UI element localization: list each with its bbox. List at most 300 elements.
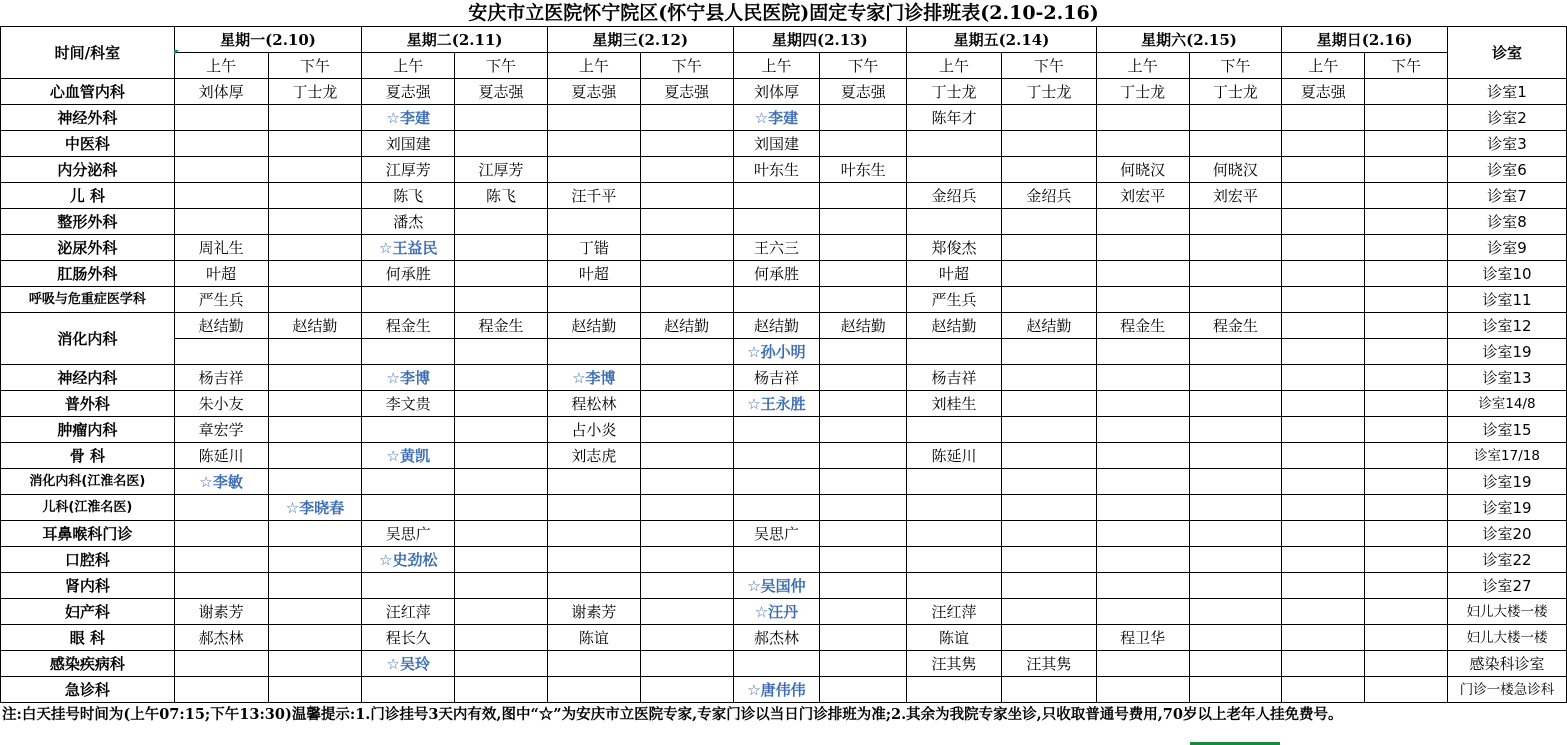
doctor-cell [268,105,362,131]
doctor-cell: 丁士龙 [268,79,362,105]
doctor-cell [1365,625,1448,651]
table-row [1,443,1567,469]
table-row [1,651,1567,677]
doctor-cell: 谢素芳 [547,599,640,625]
room-cell: 诊室19 [1447,469,1566,495]
doctor-cell [362,495,455,521]
doctor-cell: 陈延川 [907,443,1002,469]
doctor-cell [907,469,1002,495]
doctor-cell [1189,521,1282,547]
doctor-cell: 赵结勤 [733,313,820,339]
day-header-sun: 星期日(2.16) [1282,27,1448,53]
doctor-cell: 赵结勤 [640,313,733,339]
doctor-cell [455,651,548,677]
doctor-cell [820,391,907,417]
doctor-cell [1189,599,1282,625]
dept-cell: 中医科 [1,131,175,157]
doctor-cell: 丁士龙 [1001,79,1096,105]
doctor-cell: 叶超 [547,261,640,287]
doctor-cell [820,495,907,521]
doctor-cell [733,651,820,677]
dept-cell: 耳鼻喉科门诊 [1,521,175,547]
doctor-cell [1096,365,1189,391]
doctor-cell [1282,261,1365,287]
doctor-cell [174,339,268,365]
am-header: 上午 [1282,53,1365,79]
doctor-cell: 刘宏平 [1189,183,1282,209]
doctor-cell [1001,209,1096,235]
doctor-cell [1189,105,1282,131]
dept-cell: 肛肠外科 [1,261,175,287]
am-header: 上午 [362,53,455,79]
table-row [1,521,1567,547]
doctor-cell [1189,365,1282,391]
doctor-cell [733,469,820,495]
doctor-cell [174,521,268,547]
doctor-cell [1365,183,1448,209]
doctor-cell [640,235,733,261]
doctor-cell [268,625,362,651]
doctor-cell: 王六三 [733,235,820,261]
dept-cell: 感染疾病科 [1,651,175,677]
day-header-wed: 星期三(2.12) [547,27,733,53]
doctor-cell [640,443,733,469]
doctor-cell [640,521,733,547]
room-cell: 感染科诊室 [1447,651,1566,677]
doctor-cell [1365,209,1448,235]
pm-header: 下午 [455,53,548,79]
doctor-cell [1096,677,1189,703]
doctor-cell [907,547,1002,573]
doctor-cell: ☆李晓春 [268,495,362,521]
table-row [1,339,1567,365]
doctor-cell [1001,417,1096,443]
doctor-cell [1001,261,1096,287]
doctor-cell [455,209,548,235]
doctor-cell: 郑俊杰 [907,235,1002,261]
doctor-cell: 程长久 [362,625,455,651]
doctor-cell [640,131,733,157]
doctor-cell: ☆孙小明 [733,339,820,365]
doctor-cell: 刘国建 [362,131,455,157]
dept-cell: 心血管内科 [1,79,175,105]
doctor-cell [174,495,268,521]
doctor-cell [547,209,640,235]
table-row [1,469,1567,495]
doctor-cell [455,131,548,157]
doctor-cell: 夏志强 [1282,79,1365,105]
doctor-cell [268,183,362,209]
dept-cell: 妇产科 [1,599,175,625]
dept-cell: 整形外科 [1,209,175,235]
room-cell: 诊室11 [1447,287,1566,313]
doctor-cell [455,365,548,391]
doctor-cell: 陈谊 [907,625,1002,651]
doctor-cell: 陈飞 [362,183,455,209]
table-row [1,209,1567,235]
doctor-cell [547,105,640,131]
doctor-cell [640,287,733,313]
doctor-cell: 程金生 [455,313,548,339]
room-cell: 诊室1 [1447,79,1566,105]
table-row [1,235,1567,261]
doctor-cell [547,157,640,183]
doctor-cell [268,235,362,261]
doctor-cell: 叶超 [907,261,1002,287]
doctor-cell [1282,131,1365,157]
doctor-cell [907,677,1002,703]
doctor-cell: 赵结勤 [174,313,268,339]
doctor-cell [1282,157,1365,183]
doctor-cell [1189,495,1282,521]
doctor-cell [1001,677,1096,703]
dept-cell: 肿瘤内科 [1,417,175,443]
doctor-cell: ☆李博 [362,365,455,391]
doctor-cell: ☆王永胜 [733,391,820,417]
doctor-cell [1282,105,1365,131]
doctor-cell [1096,469,1189,495]
table-row [1,495,1567,521]
table-row [1,157,1567,183]
dept-cell: 呼吸与危重症医学科 [1,287,175,313]
doctor-cell [1282,443,1365,469]
doctor-cell [907,339,1002,365]
doctor-cell [1189,391,1282,417]
doctor-cell [1001,339,1096,365]
doctor-cell: 赵结勤 [820,313,907,339]
room-cell: 诊室13 [1447,365,1566,391]
doctor-cell: ☆李敏 [174,469,268,495]
doctor-cell: 杨吉祥 [174,365,268,391]
table-row [1,105,1567,131]
doctor-cell: 朱小友 [174,391,268,417]
doctor-cell [1282,573,1365,599]
room-cell: 诊室19 [1447,339,1566,365]
doctor-cell [1365,391,1448,417]
doctor-cell [268,547,362,573]
table-row [1,183,1567,209]
doctor-cell [547,469,640,495]
room-cell: 诊室15 [1447,417,1566,443]
doctor-cell [455,521,548,547]
doctor-cell: 赵结勤 [547,313,640,339]
doctor-cell [362,417,455,443]
doctor-cell: 夏志强 [455,79,548,105]
doctor-cell: 郝杰林 [733,625,820,651]
doctor-cell [455,469,548,495]
doctor-cell [820,573,907,599]
doctor-cell [1001,599,1096,625]
doctor-cell [820,625,907,651]
doctor-cell [733,287,820,313]
doctor-cell [820,521,907,547]
doctor-cell [640,469,733,495]
doctor-cell [820,599,907,625]
table-row [1,547,1567,573]
doctor-cell [174,131,268,157]
doctor-cell [1282,313,1365,339]
doctor-cell [268,651,362,677]
doctor-cell [1365,261,1448,287]
doctor-cell: 赵结勤 [1001,313,1096,339]
pm-header: 下午 [1001,53,1096,79]
table-row [1,391,1567,417]
doctor-cell [1001,391,1096,417]
doctor-cell [268,287,362,313]
doctor-cell [174,209,268,235]
doctor-cell [640,339,733,365]
doctor-cell [1096,573,1189,599]
doctor-cell [1282,677,1365,703]
doctor-cell [1282,651,1365,677]
page-title: 安庆市立医院怀宁院区(怀宁县人民医院)固定专家门诊排班表(2.10-2.16) [468,2,1099,24]
doctor-cell: 章宏学 [174,417,268,443]
dept-cell: 神经外科 [1,105,175,131]
doctor-cell: 夏志强 [362,79,455,105]
doctor-cell [1096,443,1189,469]
doctor-cell [455,547,548,573]
room-cell: 诊室2 [1447,105,1566,131]
doctor-cell [268,677,362,703]
doctor-cell [1096,417,1189,443]
doctor-cell [1001,469,1096,495]
doctor-cell [455,677,548,703]
table-row [1,79,1567,105]
doctor-cell [362,339,455,365]
doctor-cell [1282,625,1365,651]
doctor-cell [1365,105,1448,131]
doctor-cell [268,365,362,391]
doctor-cell [174,677,268,703]
doctor-cell [820,469,907,495]
pm-header: 下午 [1365,53,1448,79]
room-cell: 诊室10 [1447,261,1566,287]
doctor-cell [1189,417,1282,443]
doctor-cell [268,599,362,625]
doctor-cell: ☆史劲松 [362,547,455,573]
doctor-cell: 陈延川 [174,443,268,469]
doctor-cell: ☆李博 [547,365,640,391]
doctor-cell [1282,235,1365,261]
dept-cell: 急诊科 [1,677,175,703]
doctor-cell [1365,573,1448,599]
doctor-cell [1282,547,1365,573]
doctor-cell: 何晓汉 [1189,157,1282,183]
table-row [1,365,1567,391]
doctor-cell: 夏志强 [820,79,907,105]
doctor-cell [640,105,733,131]
doctor-cell: 汪红萍 [907,599,1002,625]
dept-cell: 神经内科 [1,365,175,391]
doctor-cell [547,339,640,365]
doctor-cell [820,261,907,287]
doctor-cell [733,495,820,521]
doctor-cell [1001,625,1096,651]
doctor-cell: 丁士龙 [1096,79,1189,105]
doctor-cell [455,235,548,261]
doctor-cell [1365,131,1448,157]
doctor-cell [1365,287,1448,313]
doctor-cell [820,287,907,313]
doctor-cell [640,261,733,287]
doctor-cell [1365,651,1448,677]
doctor-cell: 丁士龙 [1189,79,1282,105]
doctor-cell [640,157,733,183]
footer-note: 注:白天挂号时间为(上午07:15;下午13:30)温馨提示:1.门诊挂号3天内有效,图中“☆”为安庆市立医院专家,专家门诊以当日门诊排班为准;2.其余为我院专家坐诊,只收取普通号费用,70岁以上老年人挂免费号。 [2,706,1343,723]
doctor-cell: 程金生 [1096,313,1189,339]
doctor-cell: 夏志强 [640,79,733,105]
doctor-cell [733,183,820,209]
doctor-cell [1096,209,1189,235]
doctor-cell: 程松林 [547,391,640,417]
day-header-fri: 星期五(2.14) [907,27,1097,53]
doctor-cell [547,651,640,677]
doctor-cell [455,599,548,625]
schedule-table [0,26,1567,703]
doctor-cell: 何承胜 [733,261,820,287]
doctor-cell: ☆吴玲 [362,651,455,677]
doctor-cell [1096,105,1189,131]
doctor-cell: 汪其隽 [1001,651,1096,677]
doctor-cell [547,521,640,547]
doctor-cell [455,105,548,131]
doctor-cell: 占小炎 [547,417,640,443]
pm-header: 下午 [640,53,733,79]
doctor-cell [1189,677,1282,703]
doctor-cell [640,209,733,235]
doctor-cell [1189,235,1282,261]
doctor-cell [1365,157,1448,183]
doctor-cell [455,573,548,599]
room-cell: 诊室9 [1447,235,1566,261]
doctor-cell [820,547,907,573]
doctor-cell [1365,521,1448,547]
doctor-cell: 丁士龙 [907,79,1002,105]
doctor-cell [1001,495,1096,521]
doctor-cell [1282,417,1365,443]
doctor-cell [362,287,455,313]
doctor-cell [1189,547,1282,573]
room-header: 诊室 [1447,27,1566,79]
doctor-cell [1189,261,1282,287]
doctor-cell [174,105,268,131]
room-cell: 诊室6 [1447,157,1566,183]
room-cell: 诊室3 [1447,131,1566,157]
doctor-cell [1365,79,1448,105]
room-cell: 诊室22 [1447,547,1566,573]
corner-header: 时间/科室 [1,27,175,79]
doctor-cell [362,469,455,495]
doctor-cell [1189,651,1282,677]
doctor-cell [1001,287,1096,313]
table-row [1,287,1567,313]
doctor-cell [907,573,1002,599]
doctor-cell [1189,209,1282,235]
doctor-cell: 李文贵 [362,391,455,417]
dept-cell: 消化内科(江淮名医) [1,469,175,495]
doctor-cell [640,391,733,417]
doctor-cell [174,573,268,599]
doctor-cell [907,521,1002,547]
pm-header: 下午 [820,53,907,79]
doctor-cell: 吴思广 [362,521,455,547]
table-row [1,417,1567,443]
doctor-cell [1096,599,1189,625]
doctor-cell [455,339,548,365]
doctor-cell [820,209,907,235]
doctor-cell [1282,209,1365,235]
doctor-cell: 江厚芳 [362,157,455,183]
day-header-tue: 星期二(2.11) [362,27,548,53]
doctor-cell: 严生兵 [174,287,268,313]
doctor-cell [268,157,362,183]
doctor-cell [1365,443,1448,469]
doctor-cell [1096,495,1189,521]
doctor-cell [1365,469,1448,495]
doctor-cell: 刘宏平 [1096,183,1189,209]
doctor-cell [640,183,733,209]
doctor-cell: 周礼生 [174,235,268,261]
doctor-cell [733,417,820,443]
doctor-cell [820,339,907,365]
am-header: 上午 [1096,53,1189,79]
dept-cell: 儿科(江淮名医) [1,495,175,521]
dept-cell: 骨 科 [1,443,175,469]
doctor-cell [268,209,362,235]
am-header: 上午 [907,53,1002,79]
doctor-cell: ☆汪丹 [733,599,820,625]
doctor-cell [1189,469,1282,495]
doctor-cell: 刘体厚 [174,79,268,105]
doctor-cell [820,443,907,469]
doctor-cell [547,287,640,313]
doctor-cell [268,521,362,547]
room-cell: 诊室8 [1447,209,1566,235]
doctor-cell [1282,521,1365,547]
doctor-cell [820,417,907,443]
doctor-cell [1001,235,1096,261]
doctor-cell [1096,131,1189,157]
doctor-cell: 程卫华 [1096,625,1189,651]
doctor-cell [1096,261,1189,287]
doctor-cell [1189,339,1282,365]
doctor-cell: 杨吉祥 [907,365,1002,391]
doctor-cell: 汪红萍 [362,599,455,625]
doctor-cell [362,677,455,703]
doctor-cell [1189,625,1282,651]
doctor-cell: 汪其隽 [907,651,1002,677]
table-row [1,677,1567,703]
doctor-cell [455,495,548,521]
doctor-cell [1096,287,1189,313]
doctor-cell: 陈年才 [907,105,1002,131]
doctor-cell [820,131,907,157]
doctor-cell [1282,365,1365,391]
day-header-sat: 星期六(2.15) [1096,27,1282,53]
doctor-cell [268,391,362,417]
doctor-cell [1282,287,1365,313]
table-row [1,573,1567,599]
doctor-cell [907,417,1002,443]
doctor-cell [547,573,640,599]
doctor-cell [640,495,733,521]
room-cell: 诊室27 [1447,573,1566,599]
table-row [1,131,1567,157]
doctor-cell [640,547,733,573]
doctor-cell: 潘杰 [362,209,455,235]
doctor-cell: 何承胜 [362,261,455,287]
room-cell: 诊室20 [1447,521,1566,547]
